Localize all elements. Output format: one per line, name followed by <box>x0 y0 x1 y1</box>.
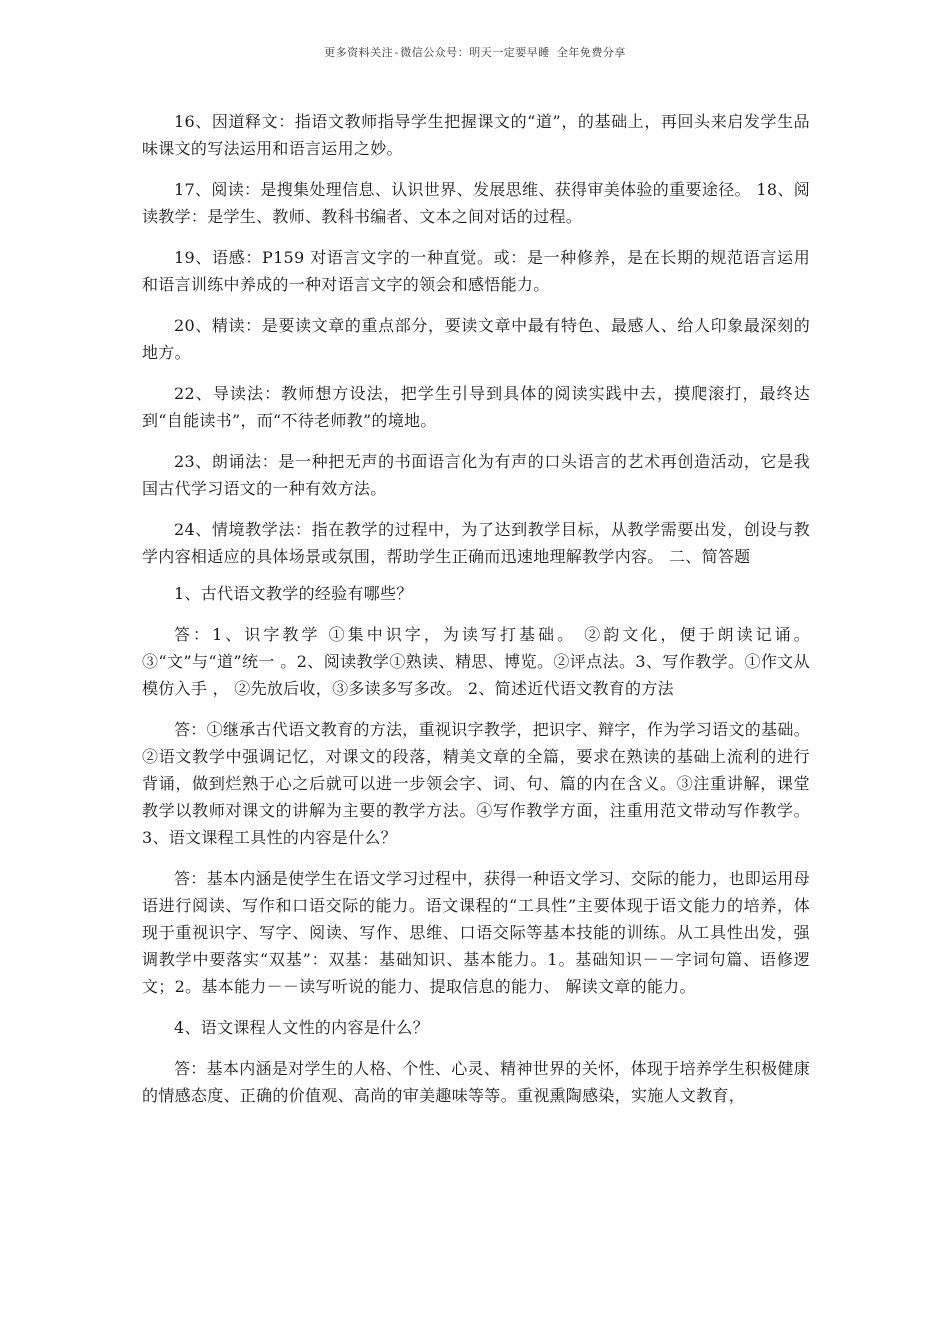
answer-4-renwenxing: 答：基本内涵是对学生的人格、个性、心灵、精神世界的关怀，体现于培养学生积极健康的情感态度、正确的价值观、高尚的审美趣味等等。重视熏陶感染，实施人文教育， <box>142 1059 810 1105</box>
paragraph-17-18-yuedu: 17、阅读：是搜集处理信息、认识世界、发展思维、获得审美体验的重要途径。 18、阅读教学：是学生、教师、教科书编者、文本之间对话的过程。 <box>142 180 810 226</box>
question-4-renwenxing: 4、语文课程人文性的内容是什么？ <box>174 1018 429 1037</box>
document-body <box>142 108 810 1109</box>
paragraph-24-qingjing-jiaoxuefa: 24、情境教学法：指在教学的过程中，为了达到教学目标，从教学需要出发，创设与教学内容相适应的具体场景或氛围，帮助学生正确而迅速地理解教学内容。 二、简答题 <box>142 520 810 566</box>
answer-1-and-question-2: 答：1、识字教学 ①集中识字，为读写打基础。 ②韵文化，便于朗读记诵。 ③“文”与“道”统一 。2、阅读教学①熟读、精思、博览。②评点法。3、写作教学。①作文从模仿入手 ， ②先放后收，③多读多写多改。 2、简述近代语文教育的方法 <box>142 625 810 698</box>
paragraph-22-daodufa: 22、导读法：教师想方设法，把学生引导到具体的阅读实践中去，摸爬滚打，最终达到“自能读书”，而“不待老师教”的境地。 <box>142 384 810 430</box>
question-1-gudai-jingyan: 1、古代语文教学的经验有哪些？ <box>174 584 413 603</box>
answer-2-and-question-3: 答：①继承古代语文教育的方法，重视识字教学，把识字、辩字，作为学习语文的基础。②语文教学中强调记忆，对课文的段落，精美文章的全篇，要求在熟读的基础上流利的进行背诵，做到烂熟于心之后就可以进一步领会字、词、句、篇的内在含义。③注重讲解，课堂教学以教师对课文的讲解为主要的教学方法。④写作教学方面，注重用范文带动写作教学。 3、语文课程工具性的内容是什么？ <box>142 720 810 847</box>
paragraph-16-yindao-shiwen: 16、因道释文：指语文教师指导学生把握课文的“道”，的基础上，再回头来启发学生品味课文的写法运用和语言运用之妙。 <box>142 112 810 158</box>
paragraph-20-jingdu: 20、精读：是要读文章的重点部分，要读文章中最有特色、最感人、给人印象最深刻的地方。 <box>142 316 810 362</box>
answer-3-gongjuxing: 答：基本内涵是使学生在语文学习过程中，获得一种语文学习、交际的能力，也即运用母语进行阅读、写作和口语交际的能力。语文课程的“工具性”主要体现于语文能力的培养，体现于重视识字、写字、阅读、写作、思维、口语交际等基本技能的训练。从工具性出发，强调教学中要落实“双基”：双基：基础知识、基本能力。1。基础知识－－字词句篇、语修逻文；2。基本能力－－读写听说的能力、提取信息的能力、 解读文章的能力。 <box>142 869 810 996</box>
page-header: 更多资料关注-微信公众号：明天一定要早睡 全年免费分享 <box>324 46 626 59</box>
paragraph-19-yugan: 19、语感：P159 对语言文字的一种直觉。或：是一种修养，是在长期的规范语言运用和语言训练中养成的一种对语言文字的领会和感悟能力。 <box>142 248 810 294</box>
paragraph-23-langsongfa: 23、朗诵法：是一种把无声的书面语言化为有声的口头语言的艺术再创造活动，它是我国古代学习语文的一种有效方法。 <box>142 452 810 498</box>
